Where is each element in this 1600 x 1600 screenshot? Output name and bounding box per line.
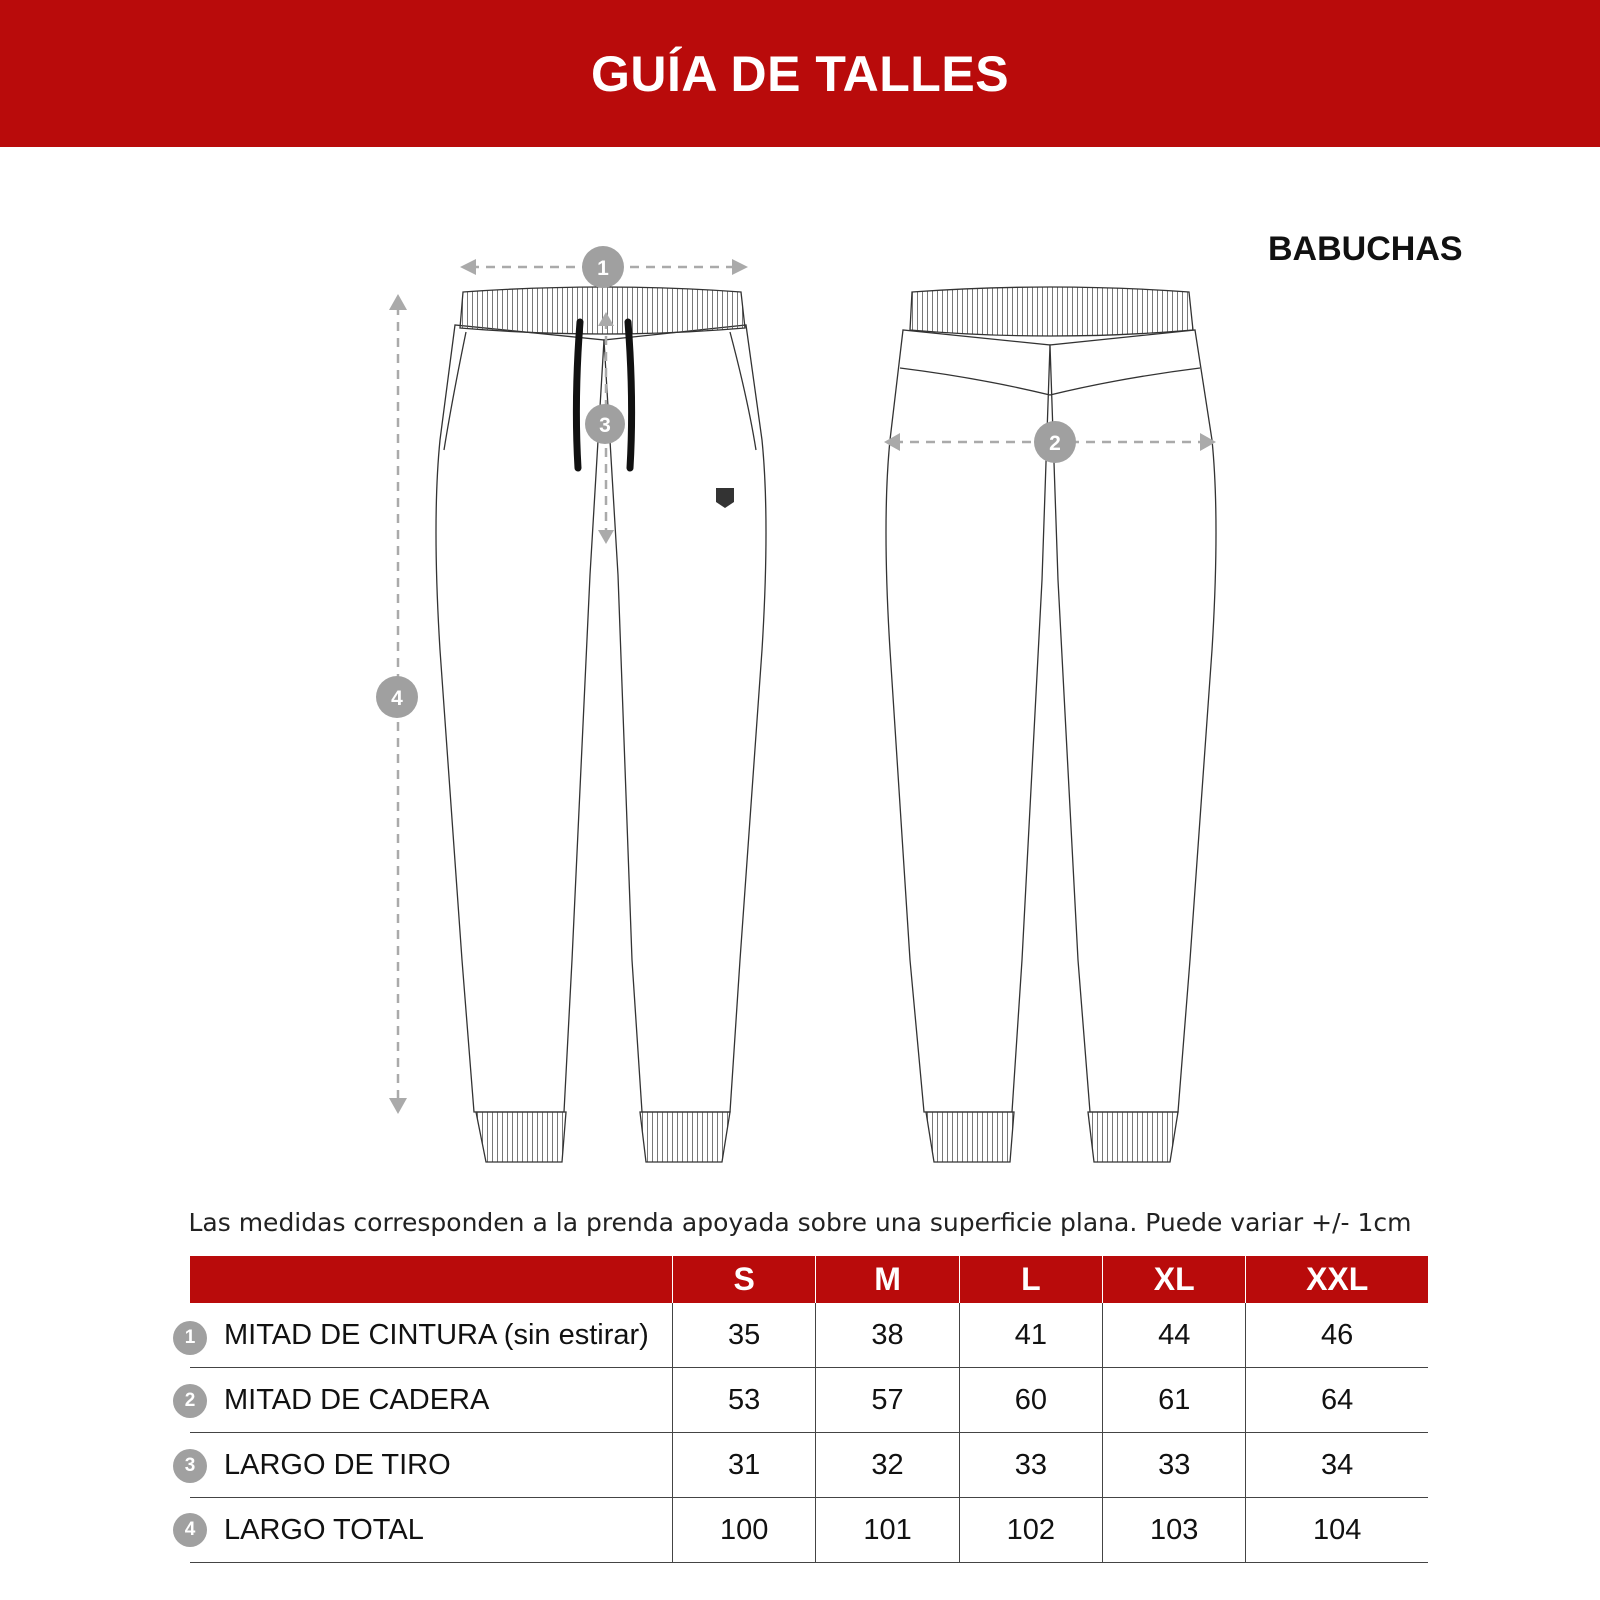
- cell-value: 101: [816, 1498, 959, 1563]
- size-header-xl: XL: [1103, 1256, 1246, 1303]
- table-row: [190, 1433, 1428, 1498]
- row-label: MITAD DE CINTURA (sin estirar): [190, 1303, 673, 1368]
- cell-value: 104: [1246, 1498, 1428, 1563]
- svg-text:1: 1: [597, 257, 609, 280]
- table-row: [190, 1498, 1428, 1563]
- row-label: LARGO TOTAL: [190, 1498, 673, 1563]
- svg-text:3: 3: [599, 414, 611, 437]
- table-row: [190, 1368, 1428, 1433]
- cell-value: 46: [1246, 1303, 1428, 1368]
- row-label: MITAD DE CADERA: [190, 1368, 673, 1433]
- cell-value: 60: [959, 1368, 1102, 1433]
- row-marker-2: 2: [173, 1384, 207, 1418]
- row-marker-4: 4: [173, 1513, 207, 1547]
- cell-value: 34: [1246, 1433, 1428, 1498]
- cell-value: 64: [1246, 1368, 1428, 1433]
- measure-marker-2: [1034, 421, 1076, 463]
- svg-text:2: 2: [1049, 432, 1061, 455]
- measure-marker-3: [585, 404, 625, 444]
- cell-value: 38: [816, 1303, 959, 1368]
- measurement-note: Las medidas corresponden a la prenda apoyada sobre una superficie plana. Puede variar +/- 1cm: [188, 1208, 1412, 1237]
- table-row: [190, 1303, 1428, 1368]
- size-header-blank: [190, 1256, 673, 1303]
- size-header-row: [190, 1256, 1428, 1303]
- cell-value: 53: [673, 1368, 816, 1433]
- row-label: LARGO DE TIRO: [190, 1433, 673, 1498]
- measure-marker-4: [376, 676, 418, 718]
- cell-value: 103: [1103, 1498, 1246, 1563]
- size-table: [190, 1256, 1428, 1563]
- row-marker-1: 1: [173, 1321, 207, 1355]
- size-header-l: L: [959, 1256, 1102, 1303]
- size-header-s: S: [673, 1256, 816, 1303]
- cell-value: 44: [1103, 1303, 1246, 1368]
- cell-value: 57: [816, 1368, 959, 1433]
- product-name: BABUCHAS: [1268, 230, 1463, 268]
- page-title: GUÍA DE TALLES: [590, 45, 1010, 102]
- row-marker-3: 3: [173, 1449, 207, 1483]
- cell-value: 35: [673, 1303, 816, 1368]
- back-pants-drawing: [886, 287, 1216, 1162]
- cell-value: 33: [959, 1433, 1102, 1498]
- svg-text:4: 4: [391, 687, 403, 710]
- cell-value: 32: [816, 1433, 959, 1498]
- cell-value: 102: [959, 1498, 1102, 1563]
- cell-value: 31: [673, 1433, 816, 1498]
- cell-value: 61: [1103, 1368, 1246, 1433]
- size-header-m: M: [816, 1256, 959, 1303]
- measure-marker-1: [582, 246, 624, 288]
- cell-value: 41: [959, 1303, 1102, 1368]
- size-header-xxl: XXL: [1246, 1256, 1428, 1303]
- cell-value: 33: [1103, 1433, 1246, 1498]
- cell-value: 100: [673, 1498, 816, 1563]
